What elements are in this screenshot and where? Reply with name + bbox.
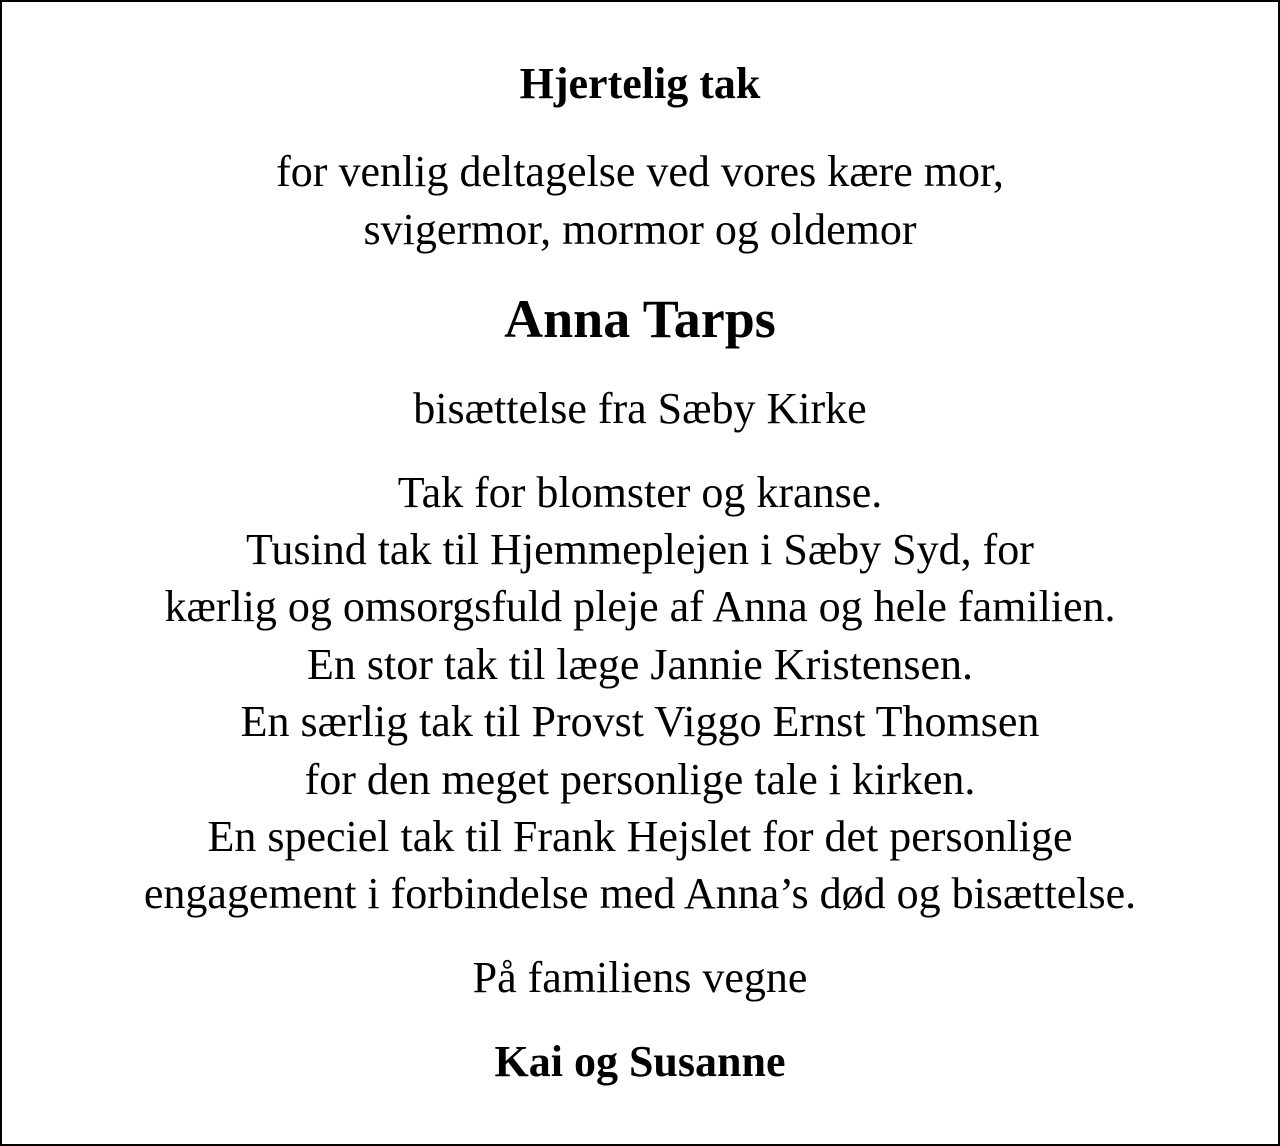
ceremony-line: bisættelse fra Sæby Kirke <box>413 384 867 433</box>
thanks-line-6: for den meget personlige tale i kirken. <box>304 755 976 804</box>
thanks-line-3: kærlig og omsorgsfuld pleje af Anna og hele familien. <box>164 582 1116 631</box>
thanks-line-4: En stor tak til læge Jannie Kristensen. <box>307 640 973 689</box>
intro-line-2: svigermor, mormor og oldemor <box>363 205 917 254</box>
intro-line-1: for venlig deltagelse ved vores kære mor, <box>276 147 1004 196</box>
deceased-name: Anna Tarps <box>504 289 776 349</box>
thanks-line-8: engagement i forbindelse med Anna’s død og bisættelse. <box>143 869 1137 918</box>
signature: Kai og Susanne <box>494 1037 786 1086</box>
thanks-line-1: Tak for blomster og kranse. <box>397 468 883 517</box>
thanks-line-5: En særlig tak til Provst Viggo Ernst Thomsen <box>240 697 1040 746</box>
thanks-line-7: En speciel tak til Frank Hejslet for det personlige <box>207 812 1073 861</box>
notice-heading: Hjertelig tak <box>519 59 761 108</box>
on-behalf-line: På familiens vegne <box>472 953 808 1002</box>
thanks-line-2: Tusind tak til Hjemmeplejen i Sæby Syd, for <box>246 525 1034 574</box>
